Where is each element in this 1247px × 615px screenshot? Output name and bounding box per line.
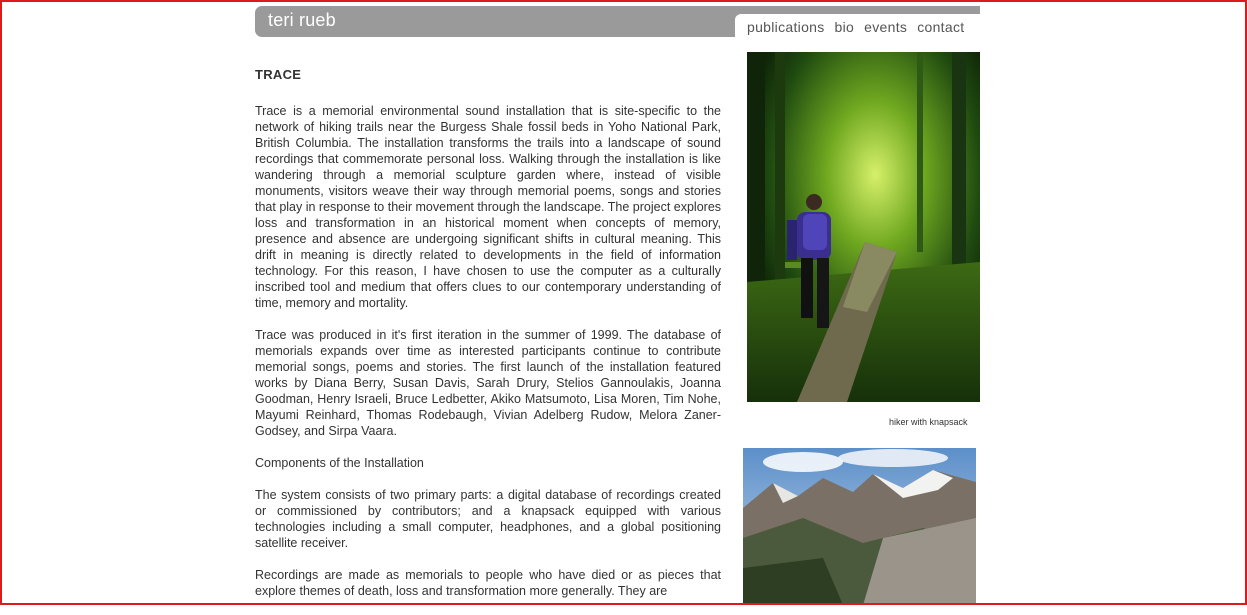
photo-caption: hiker with knapsack xyxy=(889,417,968,427)
nav-events[interactable]: events xyxy=(864,19,908,35)
mountain-photo xyxy=(743,448,976,605)
article-paragraph: Trace was produced in it's first iteration in the summer of 1999. The database of memorials expands over time as interested participants continue to contribute memorial songs, poems and stories. The first launch of the installation featured works by Diana Berry, Susan Davis, Sarah Drury, Stelios Gannoulakis, Joanna Goodman, Henry Israeli, Bruce Ledbetter, Akiko Matsumoto, Lisa Moren, Tim Nohe, Mayumi Reinhard, Thomas Rodebaugh, Vivian Adelberg Rudow, Melora Zaner-Godsey, and Sirpa Vaara. xyxy=(255,328,721,438)
nav-contact[interactable]: contact xyxy=(917,19,965,35)
hiker-photo xyxy=(747,52,980,402)
main-nav xyxy=(735,14,980,40)
page-title: TRACE xyxy=(255,67,302,82)
mountain-image xyxy=(743,448,976,605)
hiker-image xyxy=(747,52,980,402)
article-paragraph: Recordings are made as memorials to people who have died or as pieces that explore themes of death, loss and transformation more generally. They are xyxy=(255,568,721,598)
article xyxy=(255,67,721,615)
site-title[interactable]: teri rueb xyxy=(268,10,336,30)
section-heading: Components of the Installation xyxy=(255,456,424,470)
article-paragraph: The system consists of two primary parts: a digital database of recordings created or commissioned by contributors; and a knapsack equipped with various technologies including a small computer, headphones, and a global positioning satellite receiver. xyxy=(255,488,721,550)
nav-bio[interactable]: bio xyxy=(834,19,855,35)
nav-publications[interactable]: publications xyxy=(747,19,825,35)
article-paragraph: Trace is a memorial environmental sound installation that is site-specific to the network of hiking trails near the Burgess Shale fossil beds in Yoho National Park, British Columbia. The installation transforms the trails into a landscape of sound recordings that commemorate personal loss. Walking through the installation is like wandering through a memorial sculpture garden where, instead of visible monuments, visitors weave their way through memorial poems, songs and stories that play in response to their movement through the landscape. The project explores loss and transformation in an historical moment when concepts of memory, presence and absence are undergoing significant shifts in cultural meaning. This drift in meaning is directly related to developments in the field of information technology. For this reason, I have chosen to use the computer as a culturally inscribed tool and medium that offers clues to our contemporary understanding of time, memory and mortality. xyxy=(255,104,722,310)
